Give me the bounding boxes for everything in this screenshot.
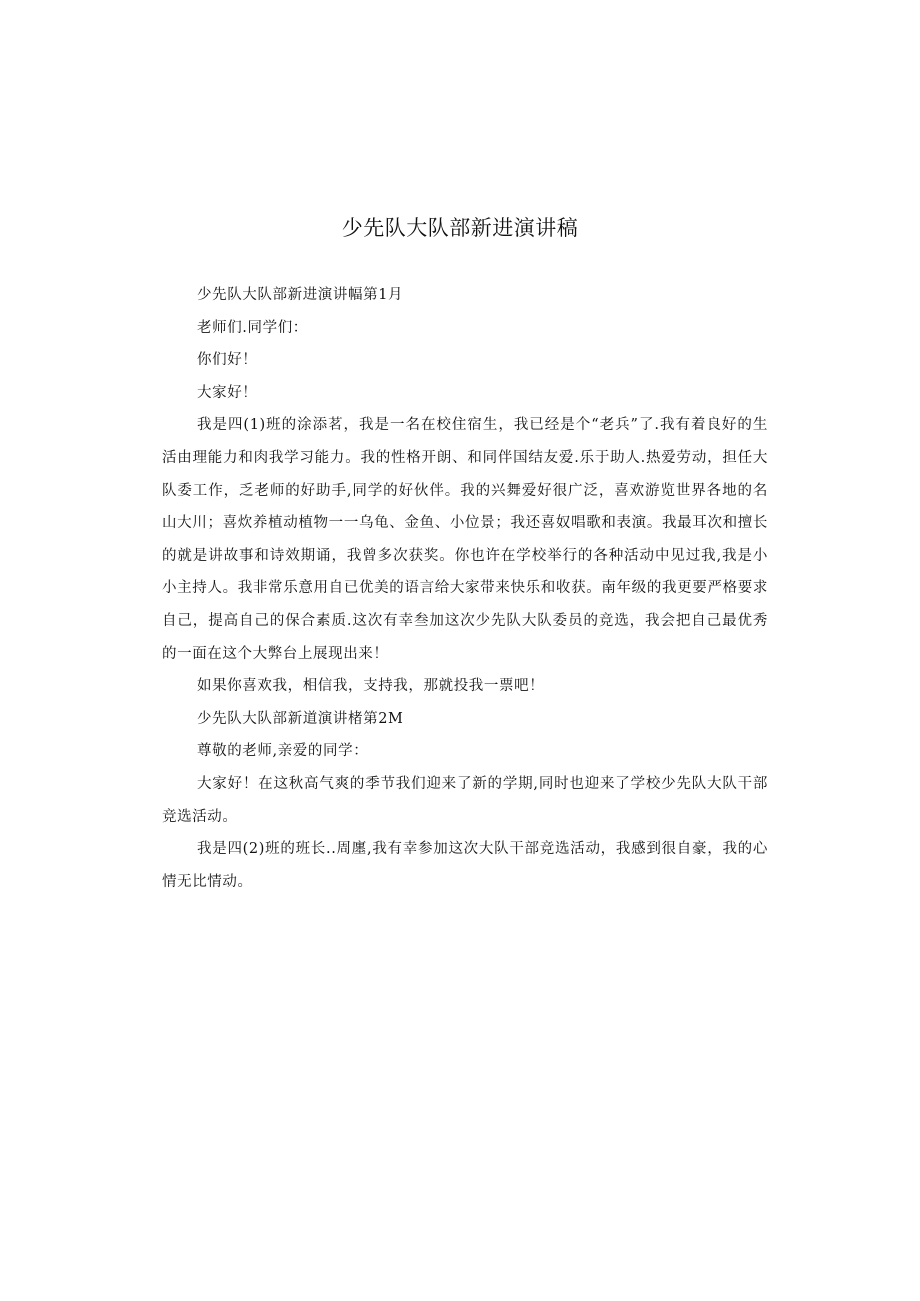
salutation-paragraph: 尊敬的老师,亲爱的同学： [197,743,369,760]
greeting-paragraph: 你们好！ [197,352,258,369]
body-paragraph: 我是四(2)班的班长..周廛,我有幸参加这次大队干部竞选活动，我感到很自豪，我的心情无比情动。 [162,841,768,890]
document-body [162,279,768,898]
salutation-paragraph: 老师们.同学们： [197,319,308,336]
section-heading-1: 少先队大队部新进演讲幅第1月 [197,287,404,303]
body-paragraph: 我是四(1)班的涂添茗，我是一名在校住宿生，我已经是个“老兵”了.我有着良好的生活由理能力和肉我学习能力。我的性格开朗、和同伴国结友爱.乐于助人.热爱劳动，担任大队委工作，乏老师的好助手,同学的好伙伴。我的兴舞爱好很广泛，喜欢游览世界各地的名山大川；喜炊养植动植物一一乌龟、金鱼、小位景；我还喜奴唱歌和表演。我最耳次和擅长的就是讲故事和诗效期诵，我曾多次获奖。你也许在学校举行的各种活动中见过我,我是小小主持人。我非常乐意用自已优美的语言给大家带来快乐和收获。南年级的我更要严格要求自己，提高自己的保合素质.这次有幸叁加这次少先队大队委员的竞选，我会把自己最优秀的一面在这个大弊台上展现出来！ [162,417,768,662]
body-paragraph: 大家好！在这秋高气爽的季节我们迎来了新的学期,同时也迎来了学校少先队大队干部竞选活动。 [162,775,768,825]
document-title: 少先队大队部新进演讲稿 [341,216,579,240]
greeting-paragraph: 大家好！ [197,384,258,401]
closing-paragraph: 如果你喜欢我，相信我，支持我，那就投我一票吧！ [197,678,545,695]
section-heading-2: 少先队大队部新道演讲楮第2M [197,710,404,727]
